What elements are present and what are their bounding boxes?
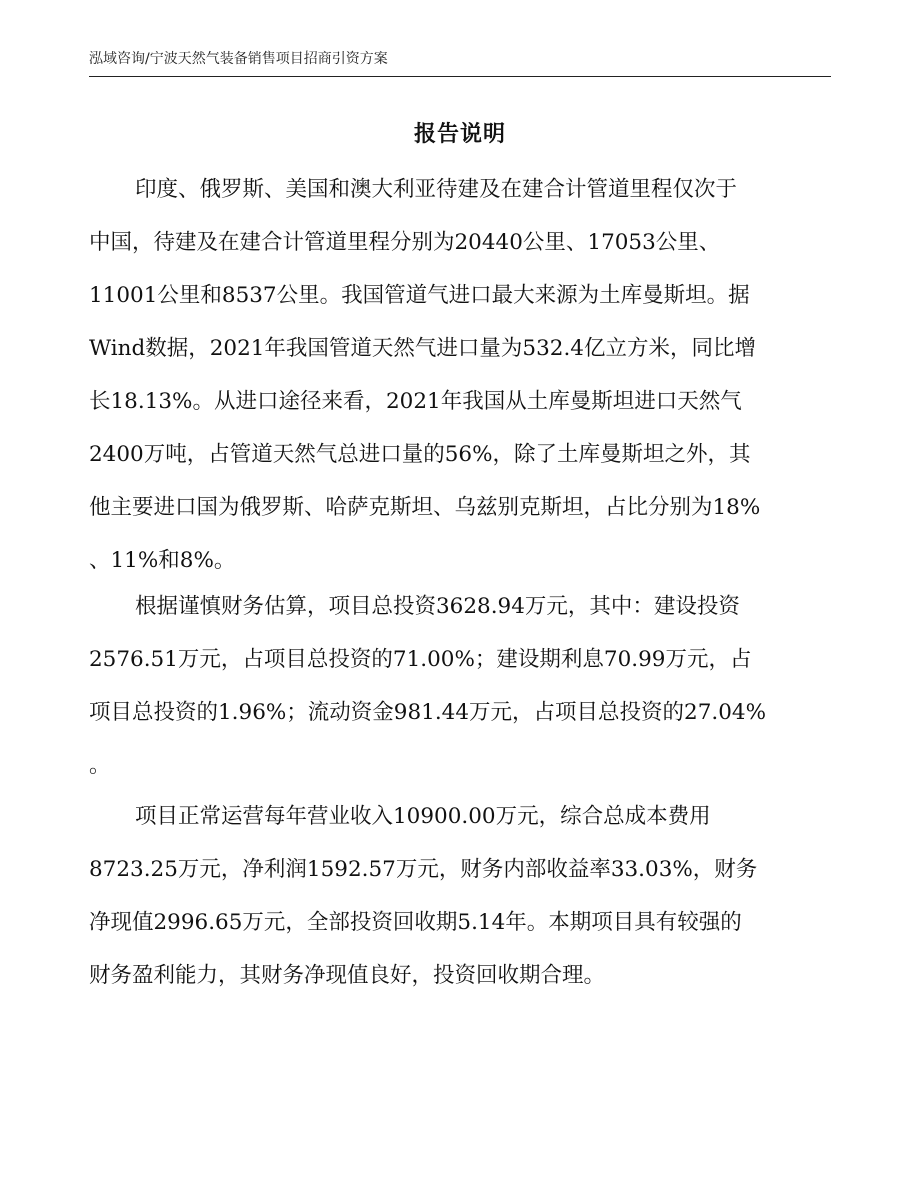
paragraph-line: 11001公里和8537公里。我国管道气进口最大来源为土库曼斯坦。据 — [89, 283, 750, 308]
paragraph-line: 长18.13%。从进口途径来看，2021年我国从土库曼斯坦进口天然气 — [89, 389, 742, 414]
paragraph-line: 项目正常运营每年营业收入10900.00万元，综合总成本费用 — [135, 804, 711, 829]
paragraph-financials — [89, 790, 831, 1002]
paragraph-line: 净现值2996.65万元，全部投资回收期5.14年。本期项目具有较强的 — [89, 910, 742, 935]
paragraph-line: 项目总投资的1.96%；流动资金981.44万元，占项目总投资的27.04% — [89, 700, 767, 725]
paragraph-line: 8723.25万元，净利润1592.57万元，财务内部收益率33.03%，财务 — [89, 857, 758, 882]
paragraph-line: 印度、俄罗斯、美国和澳大利亚待建及在建合计管道里程仅次于 — [135, 177, 738, 202]
paragraph-line: 。 — [89, 753, 111, 778]
header-divider — [89, 76, 831, 77]
paragraph-line: 中国，待建及在建合计管道里程分别为20440公里、17053公里、 — [89, 230, 721, 255]
paragraph-line: 根据谨慎财务估算，项目总投资3628.94万元，其中：建设投资 — [135, 594, 740, 619]
page-title: 报告说明 — [413, 122, 506, 147]
paragraph-line: 财务盈利能力，其财务净现值良好，投资回收期合理。 — [89, 963, 606, 988]
paragraph-import-overview — [89, 163, 831, 587]
paragraph-line: 2576.51万元，占项目总投资的71.00%；建设期利息70.99万元，占 — [89, 647, 752, 672]
paragraph-line: 他主要进口国为俄罗斯、哈萨克斯坦、乌兹别克斯坦，占比分别为18% — [89, 495, 761, 520]
paragraph-line: Wind数据，2021年我国管道天然气进口量为532.4亿立方米，同比增 — [89, 336, 756, 361]
paragraph-line: 2400万吨，占管道天然气总进口量的56%，除了土库曼斯坦之外，其 — [89, 442, 751, 467]
paragraph-line: 、11%和8%。 — [89, 548, 236, 573]
paragraph-investment — [89, 580, 831, 792]
running-header: 泓域咨询/宁波天然气装备销售项目招商引资方案 — [89, 51, 388, 67]
